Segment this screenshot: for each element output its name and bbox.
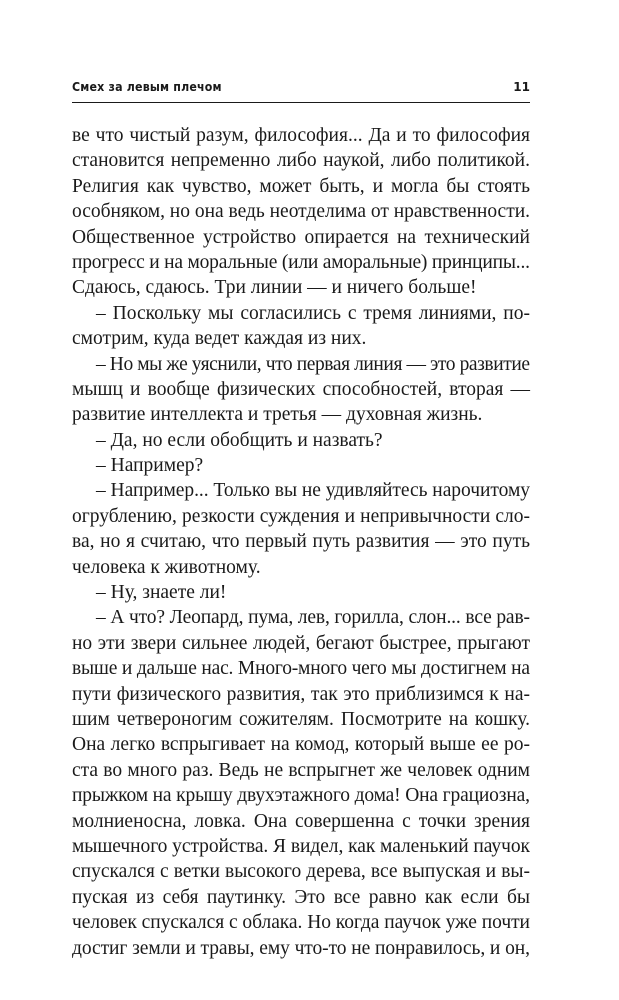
text-line: – Ну, знаете ли! — [96, 582, 227, 604]
text-line: Сдаюсь, сдаюсь. Три линии — и ничего больше! — [72, 277, 477, 299]
text-line: развитие интеллекта и третья — духовная жизнь. — [72, 404, 483, 426]
text-line: мышц и вообще физических способностей, вторая — — [72, 378, 530, 400]
text-line: – Да, но если обобщить и назвать? — [96, 429, 383, 451]
text-line: молниеносна, ловка. Она совершенна с точки зрения — [72, 810, 530, 832]
text-line: – Но мы же уяснили, что первая линия — это развитие — [96, 353, 530, 375]
text-line: – Поскольку мы согласились с тремя линиями, по- — [96, 302, 530, 324]
text-line: ста во много раз. Ведь не вспрыгнет же человек одним — [72, 759, 530, 781]
text-line: ве что чистый разум, философия... Да и то философия — [72, 125, 530, 146]
text-line: особняком, но она ведь неотделима от нравственности. — [72, 201, 530, 223]
text-line: Она легко вспрыгивает на комод, который выше ее ро- — [72, 734, 530, 756]
text-line: выше и дальше нас. Много-много чего мы достигнем на — [72, 658, 530, 680]
text-line: шим четвероногим сожителям. Посмотрите на кошку. — [72, 708, 530, 730]
page-number: 11 — [513, 80, 530, 94]
text-line: человек спускался с облака. Но когда паучок уже почти — [72, 912, 530, 934]
text-line: смотрим, куда ведет каждая из них. — [72, 328, 367, 350]
text-line: спускался с ветки высокого дерева, все выпуская и вы- — [72, 861, 530, 883]
text-line: пути физического развития, так это приблизимся к на- — [72, 683, 530, 705]
running-title: Смех за левым плечом — [72, 80, 222, 94]
text-line: – Например... Только вы не удивляйтесь нарочитому — [96, 480, 530, 502]
text-line: – А что? Леопард, пума, лев, горилла, слон... все рав- — [96, 607, 530, 629]
text-line: становится непременно либо наукой, либо политикой. — [72, 150, 530, 172]
text-line: Религия как чувство, может быть, и могла бы стоять — [72, 175, 530, 197]
text-line: пуская из себя паутинку. Это все равно как если бы — [72, 886, 530, 908]
text-line: достиг земли и травы, ему что-то не понравилось, и он, — [72, 937, 530, 959]
text-line: ва, но я считаю, что первый путь развития — это путь — [72, 531, 530, 553]
body-text — [72, 123, 530, 961]
text-line: мышечного устройства. Я видел, как маленький паучок — [72, 835, 530, 857]
text-line: прогресс и на моральные (или аморальные) принципы... — [72, 251, 530, 273]
running-head — [72, 80, 530, 103]
text-line: – Например? — [96, 455, 204, 477]
text-line: огрублению, резкости суждения и непривычности сло- — [72, 505, 530, 527]
text-line: человека к животному. — [72, 556, 261, 578]
text-line: но эти звери сильнее людей, бегают быстрее, прыгают — [72, 632, 530, 654]
text-line: Общественное устройство опирается на технический — [72, 226, 530, 248]
text-line: прыжком на крышу двухэтажного дома! Она грациозна, — [72, 785, 530, 807]
